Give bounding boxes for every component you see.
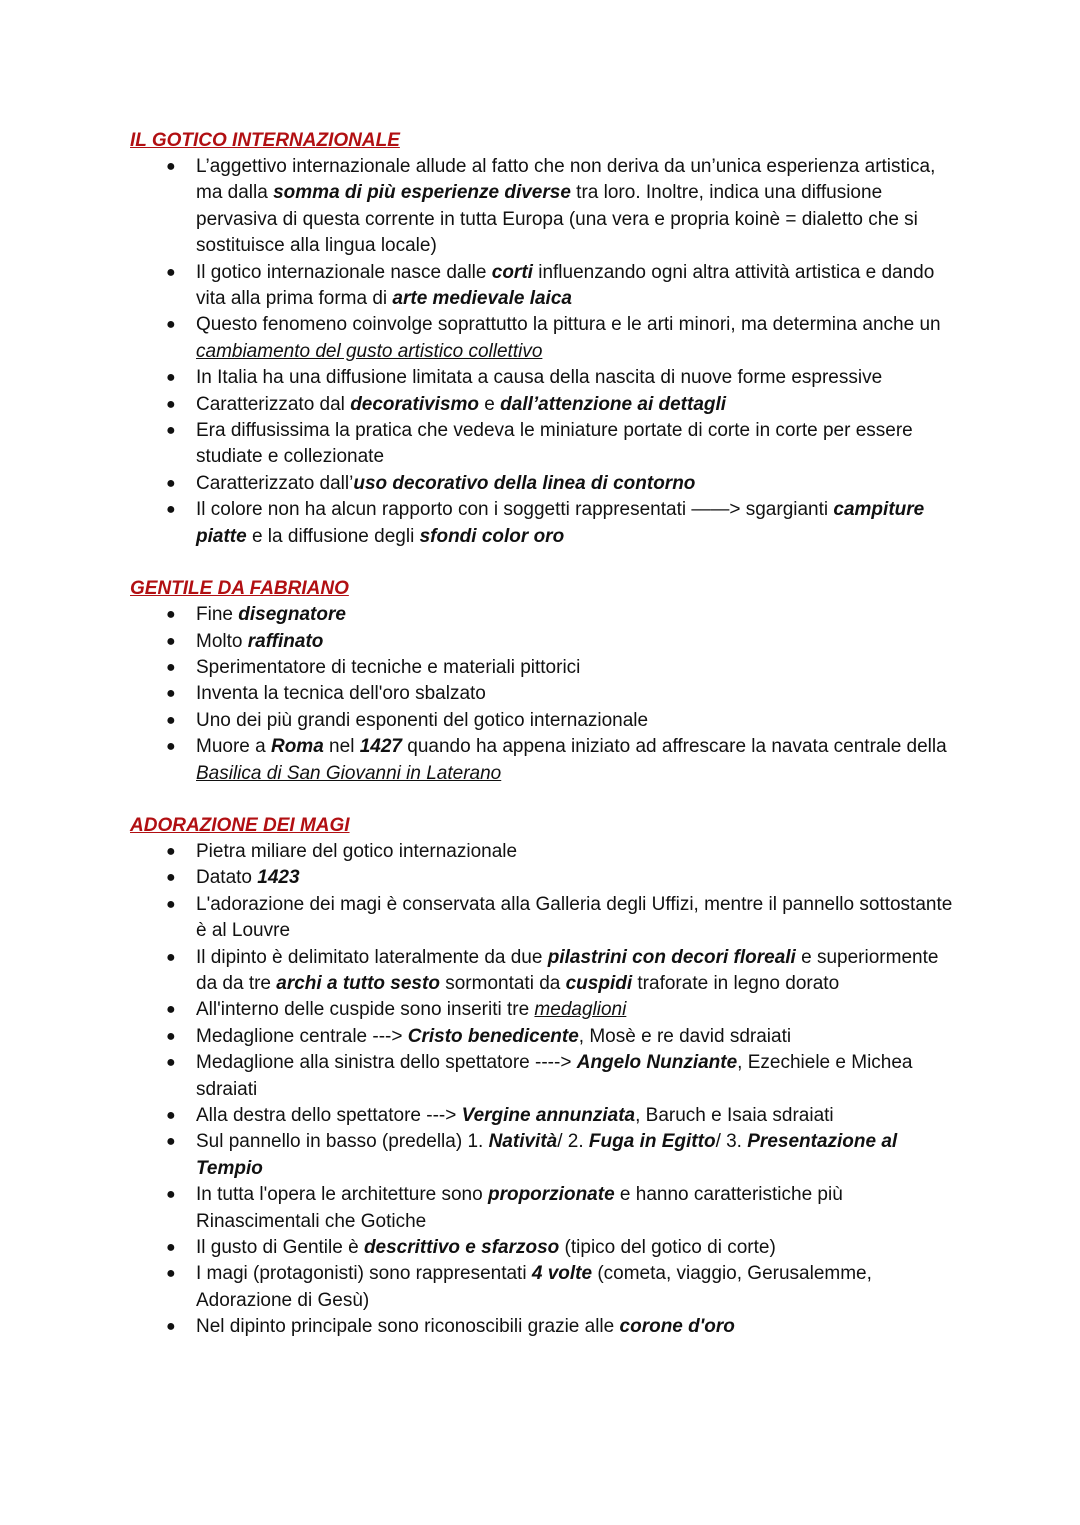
item-text: Medaglione centrale ---> [196,1025,408,1047]
item-text: Questo fenomeno coinvolge soprattutto la pittura e le arti minori, ma determina anche un [196,314,941,336]
list-item [130,471,960,497]
list-item [130,945,960,998]
item-text: Alla destra dello spettatore ---> [196,1105,462,1126]
section-title: IL GOTICO INTERNAZIONALE [130,130,400,151]
bullet-list [130,602,960,787]
item-text: Sperimentatore di tecniche e materiali pittorici [196,656,581,678]
list-item [130,655,960,681]
bullet-dot-icon: ● [166,1318,176,1336]
item-text: , Baruch e Isaia sdraiati [635,1105,834,1126]
bullet-dot-icon: ● [166,1239,176,1257]
underlined-text: medaglioni [534,999,627,1021]
section-title: GENTILE DA FABRIANO [130,578,349,600]
bullet-dot-icon: ● [166,1265,176,1283]
list-item [130,365,960,391]
section-adorazione-dei-magi [130,813,960,1341]
list-item [130,734,960,787]
item-text: Molto [196,630,248,652]
list-item [130,681,960,707]
item-text: influenzando ogni altra attività artistica e dando vita alla prima forma di [196,261,935,310]
item-text: L’aggettivo internazionale allude al fatto che non deriva da un’unica esperienza artistica, ma dalla [196,156,936,204]
section-title: ADORAZIONE DEI MAGI [130,814,350,836]
bullet-dot-icon: ● [166,395,176,413]
underlined-text: Basilica di San Giovanni in Laterano [196,762,502,784]
item-text: traforate in legno dorato [632,972,840,994]
item-text: Il colore non ha alcun rapporto con i soggetti rappresentati ——> sgargianti [196,499,834,521]
emphasis-text: uso decorativo della linea di contorno [353,472,696,494]
list-item [130,839,960,865]
bullet-dot-icon: ● [166,948,176,966]
emphasis-text: decorativismo [350,393,480,415]
item-text: Nel dipinto principale sono riconoscibili grazie alle [196,1316,620,1338]
item-text: e la diffusione degli [246,525,420,547]
emphasis-text: archi a tutto sesto [276,972,440,994]
list-item [130,1103,960,1129]
emphasis-text: 1423 [257,867,300,889]
bullet-dot-icon: ● [166,895,176,913]
bullet-dot-icon: ● [166,658,176,676]
list-item [130,1261,960,1314]
item-text: Pietra miliare del gotico internazionale [196,840,518,862]
list-item [130,602,960,628]
bullet-dot-icon: ● [166,158,176,175]
item-text: Il gotico internazionale nasce dalle [196,261,492,283]
list-item [130,997,960,1023]
item-text: Medaglione alla sinistra dello spettatore ----> [196,1052,577,1074]
bullet-dot-icon: ● [166,1027,176,1045]
list-item [130,892,960,945]
list-item [130,1050,960,1103]
list-item [130,154,960,260]
item-text: Caratterizzato dall’ [196,472,354,494]
item-text: Era diffusissima la pratica che vedeva le miniature portate di corte in corte per essere studiate e collezionate [196,420,913,468]
bullet-dot-icon: ● [166,606,176,624]
underlined-text: cambiamento del gusto artistico collettivo [196,340,543,362]
item-text: Uno dei più grandi esponenti del gotico internazionale [196,709,649,731]
list-item [130,260,960,313]
item-text: nel [323,736,360,758]
item-text: e superiormente da da tre [196,946,939,994]
item-text: L'adorazione dei magi è conservata alla Galleria degli Uffizi, mentre il pannello sottostante è al Louvre [196,893,953,942]
item-text: All'interno delle cuspide sono inseriti tre [196,999,535,1021]
emphasis-text: corone d'oro [619,1316,735,1338]
emphasis-text: Cristo benedicente [407,1025,579,1047]
list-item [130,1314,960,1340]
bullet-dot-icon: ● [166,501,176,519]
list-item [130,497,960,550]
bullet-dot-icon: ● [166,422,176,440]
item-text: Datato [196,867,258,889]
item-text: tra loro. Inoltre, indica una diffusione pervasiva di questa corrente in tutta Europa (una vera e propria koinè = dialetto che si sostituisce alla lingua locale) [196,182,918,257]
list-item [130,312,960,365]
item-text: Muore a [196,736,271,758]
emphasis-text: cuspidi [565,972,633,994]
item-text: , Ezechiele e Michea sdraiati [196,1052,913,1100]
emphasis-text: 1427 [359,736,402,758]
bullet-dot-icon: ● [166,1054,176,1072]
bullet-list [130,839,960,1341]
bullet-dot-icon: ● [166,1186,176,1204]
item-text: In Italia ha una diffusione limitata a causa della nascita di nuove forme espressive [196,367,883,389]
bullet-dot-icon: ● [166,711,176,729]
emphasis-text: Presentazione al Tempio [196,1131,898,1179]
bullet-dot-icon: ● [166,316,176,334]
list-item [130,392,960,418]
emphasis-text: raffinato [247,630,324,652]
item-text: quando ha appena iniziato ad affrescare la navata centrale della [401,736,947,758]
bullet-dot-icon: ● [166,1107,176,1124]
item-text: (tipico del gotico di corte) [559,1237,776,1259]
list-item [130,629,960,655]
item-text: / 3. [715,1131,748,1153]
bullet-dot-icon: ● [166,632,176,650]
list-item [130,1235,960,1261]
item-text: Inventa la tecnica dell'oro sbalzato [196,683,486,705]
list-item [130,865,960,891]
item-text: , Mosè e re david sdraiati [578,1025,792,1047]
item-text: Sul pannello in basso (predella) 1. [196,1131,489,1153]
item-text: Fine [196,604,239,626]
bullet-dot-icon: ● [166,685,176,703]
bullet-dot-icon: ● [166,1133,176,1151]
emphasis-text: corti [491,261,533,283]
item-text: Il gusto di Gentile è [196,1237,364,1259]
bullet-dot-icon: ● [166,869,176,887]
emphasis-text: Roma [270,736,324,758]
emphasis-text: proporzionate [487,1184,615,1206]
list-item [130,1024,960,1050]
item-text: sormontati da [439,972,566,994]
list-item [130,1129,960,1182]
bullet-dot-icon: ● [166,263,176,281]
document-page [130,128,960,1341]
bullet-dot-icon: ● [166,842,176,860]
emphasis-text: pilastrini con decori floreali [547,946,796,968]
bullet-dot-icon: ● [166,369,176,387]
item-text: In tutta l'opera le architetture sono [196,1184,488,1206]
emphasis-text: Natività [488,1131,558,1153]
section-gentile-da-fabriano [130,576,960,787]
emphasis-text: somma di più esperienze diverse [273,182,571,204]
emphasis-text: 4 volte [531,1263,593,1285]
emphasis-text: sfondi color oro [419,525,565,547]
bullet-dot-icon: ● [166,474,176,492]
emphasis-text: Fuga in Egitto [588,1131,716,1153]
item-text: / 2. [557,1131,589,1153]
list-item [130,418,960,471]
list-item [130,1182,960,1235]
emphasis-text: dall’attenzione ai dettagli [500,393,727,415]
emphasis-text: Angelo Nunziante [576,1052,738,1074]
emphasis-text: disegnatore [238,604,346,626]
item-text: e hanno caratteristiche più Rinascimentali che Gotiche [196,1184,843,1232]
item-text: Il dipinto è delimitato lateralmente da due [196,946,548,968]
emphasis-text: descrittivo e sfarzoso [363,1237,560,1259]
item-text: I magi (protagonisti) sono rappresentati [196,1263,532,1285]
bullet-dot-icon: ● [166,1001,176,1019]
bullet-list [130,154,960,550]
list-item [130,708,960,734]
emphasis-text: campiture piatte [196,499,925,547]
item-text: Caratterizzato dal [196,393,351,415]
item-text: (cometa, viaggio, Gerusalemme, Adorazione di Gesù) [196,1263,872,1311]
item-text: e [479,393,501,415]
emphasis-text: arte medievale laica [392,288,572,310]
emphasis-text: Vergine annunziata [461,1105,636,1126]
section-gotico-internazionale [130,128,960,550]
bullet-dot-icon: ● [166,738,176,756]
